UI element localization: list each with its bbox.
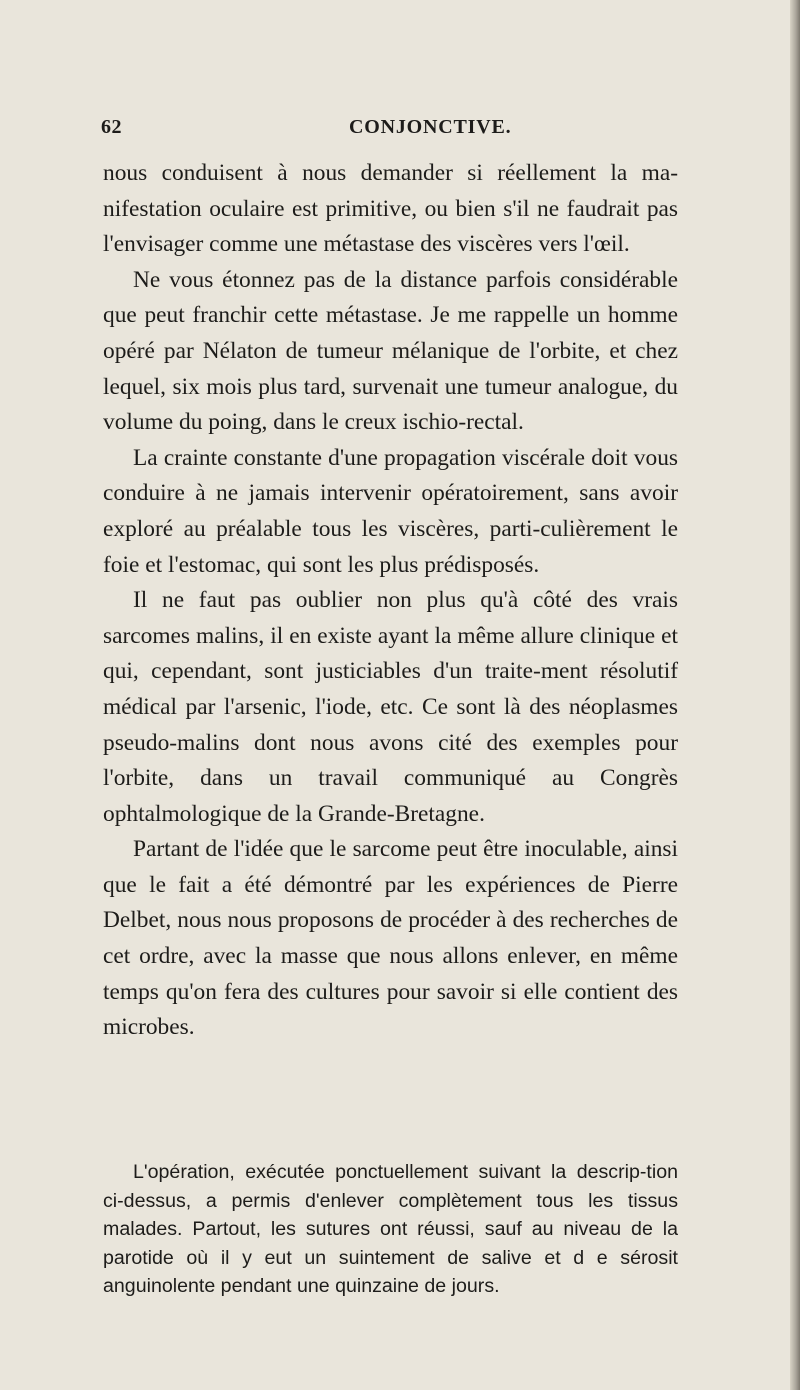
note-paragraph: L'opération, exécutée ponctuellement suivant la descrip-tion ci-dessus, a permis d'enlever complètement tous les tissus malades. Partout, les sutures ont réussi, sauf au niveau de la parotide où il y eut un suintement de salive et d e sérosit anguinolente pendant une quinzaine de jours. bbox=[103, 1161, 678, 1297]
paragraph-5: Partant de l'idée que le sarcome peut être inoculable, ainsi que le fait a été démontré par les expériences de Pierre Delbet, nous nous proposons de procéder à des recherches de cet ordre, avec la masse que nous allons enlever, en même temps qu'on fera des cultures pour savoir si elle contient des microbes. bbox=[103, 836, 678, 1041]
body-text bbox=[103, 156, 678, 1046]
page-number: 62 bbox=[101, 116, 122, 138]
paragraph-3: La crainte constante d'une propagation viscérale doit vous conduire à ne jamais intervenir opératoirement, sans avoir exploré au préalable tous les viscères, parti-culièrement le foie et l'estomac, qui sont les plus prédisposés. bbox=[103, 444, 678, 578]
running-title: CONJONCTIVE. bbox=[349, 116, 512, 138]
operation-note bbox=[103, 1158, 678, 1301]
paragraph-4: Il ne faut pas oublier non plus qu'à côté des vrais sarcomes malins, il en existe ayant la même allure clinique et qui, cependant, sont justiciables d'un traite-ment résolutif médical par l'arsenic, l'iode, etc. Ce sont là des néoplasmes pseudo-malins dont nous avons cité des exemples pour l'orbite, dans un travail communiqué au Congrès ophtalmologique de la Grande-Bretagne. bbox=[103, 587, 678, 827]
page-edge-shadow bbox=[790, 0, 800, 1390]
paragraph-2: Ne vous étonnez pas de la distance parfois considérable que peut franchir cette métastase. Je me rappelle un homme opéré par Nélaton de tumeur mélanique de l'orbite, et chez lequel, six mois plus tard, survenait une tumeur analogue, du volume du poing, dans le creux ischio-rectal. bbox=[103, 266, 678, 436]
running-header bbox=[101, 116, 681, 146]
paragraph-1: nous conduisent à nous demander si réellement la ma-nifestation oculaire est primitive, ou bien s'il ne faudrait pas l'envisager comme une métastase des viscères vers l'œil. bbox=[103, 160, 678, 258]
